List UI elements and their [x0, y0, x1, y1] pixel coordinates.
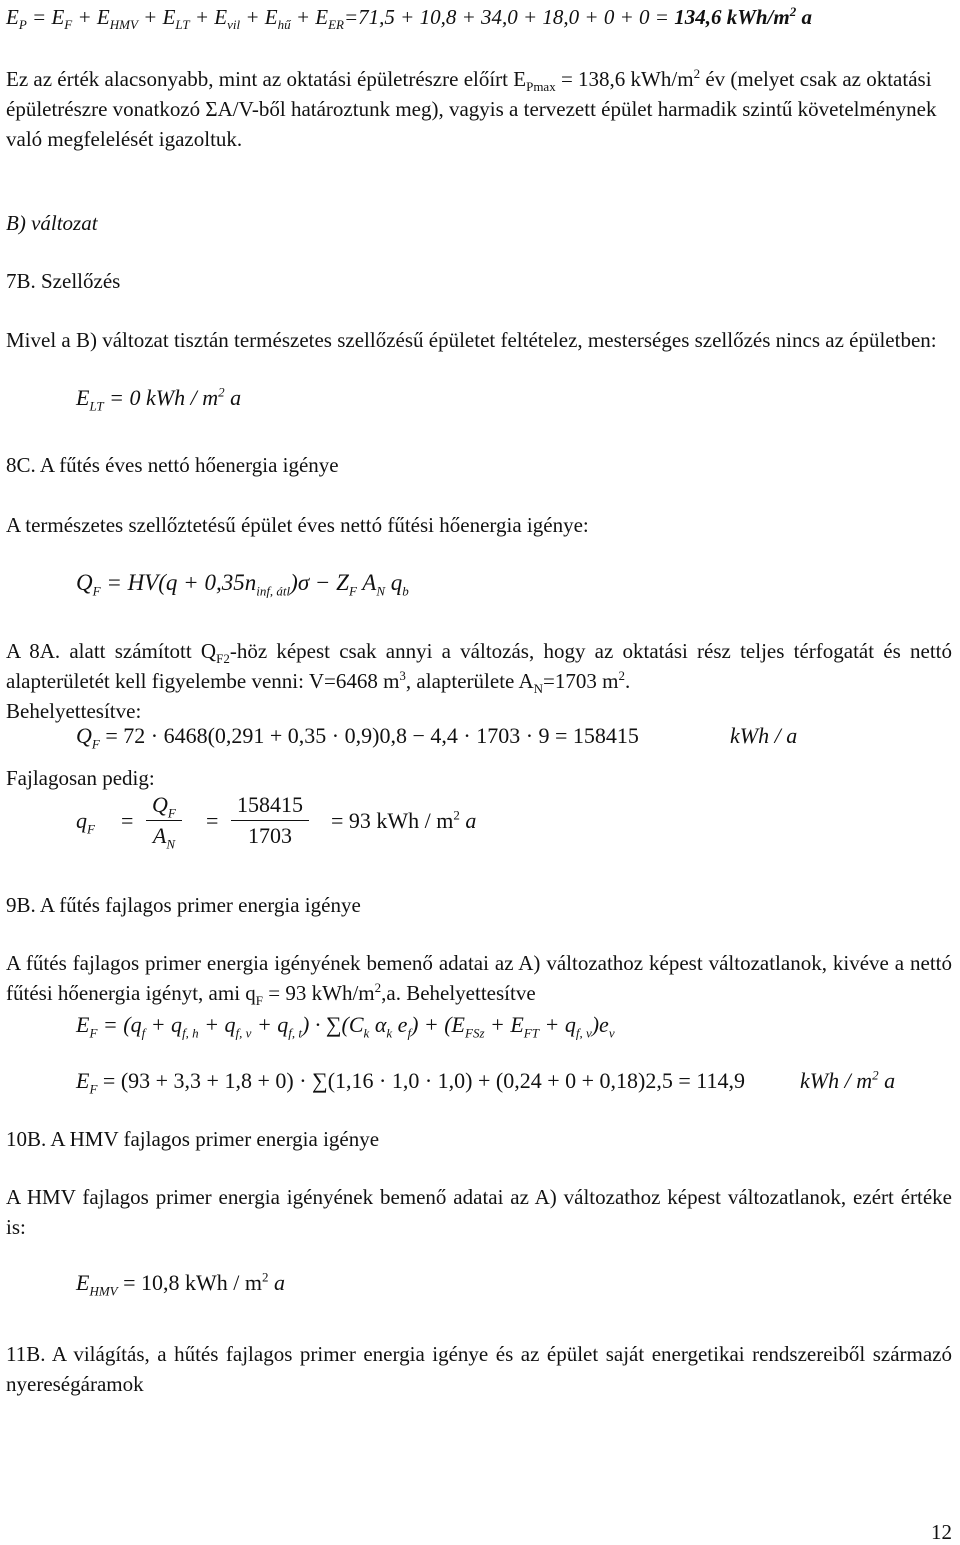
sub: N [166, 836, 175, 852]
denominator [146, 821, 182, 851]
eq-part: e [392, 1012, 408, 1037]
sub: N [376, 583, 385, 599]
sub: Pmax [526, 79, 556, 95]
text: -höz képest csak annyi a változás, hogy az oktatási rész teljes térfogatát és nettó alapterületét kell figyelembe venni: V=6468 m [6, 639, 952, 693]
ep-symbol: E [6, 5, 19, 29]
text: A fűtés fajlagos primer energia igényének bemenő adatai az A) változathoz képest változatlanok, kivéve a nettó fűtési hőenergia igényt, ami q [6, 951, 952, 1005]
text: Ez az érték alacsonyabb, mint az oktatási épületrészre előírt E [6, 67, 527, 91]
sub: inf, átl [256, 583, 291, 599]
eq-part: + q [145, 1012, 183, 1037]
heading-7b: 7B. Szellőzés [6, 269, 121, 293]
numerator [146, 790, 182, 821]
paragraph-7b: Mivel a B) változat tisztán természetes szellőzésű épületet feltételez, mesterséges szellőzés nincs az épületben: [6, 328, 937, 352]
q-symbol: q [76, 808, 87, 833]
sub: f, v [575, 1025, 592, 1041]
sub: b [402, 583, 409, 599]
sub: HMV [89, 1283, 118, 1299]
text: = 138,6 kWh/m [555, 67, 694, 91]
eq-sub: ER [328, 17, 344, 33]
eq-body: = 72 · 6468(0,291 + 0,35 · 0,9)0,8 − 4,4 · 1703 · 9 = 158415 [105, 723, 639, 748]
paragraph-compliance [6, 64, 952, 154]
sub: FT [523, 1025, 539, 1041]
sub: FSz [465, 1025, 485, 1041]
ep-sub: P [18, 17, 27, 33]
sup: 2 [453, 807, 460, 823]
eq-sub: hű [277, 17, 291, 33]
sub: F [89, 1081, 98, 1097]
sup: 2 [872, 1067, 879, 1083]
text: =1703 m [543, 669, 619, 693]
eq-part: )e [591, 1012, 609, 1037]
eq-result-sup: 2 [789, 4, 797, 19]
unit-text: kWh / m [800, 1068, 873, 1093]
heading-11b: 11B. A világítás, a hűtés fajlagos primer energia igénye és az épület saját energetikai rendszereiből származó nyereségáramok [6, 1342, 952, 1396]
text: , alapterülete A [405, 669, 534, 693]
paragraph-8c: A természetes szellőztetésű épület éves nettó fűtési hőenergia igénye: [6, 513, 589, 537]
sub: f, t [288, 1025, 303, 1041]
eq-part: A [356, 570, 377, 595]
sup: 2 [218, 384, 225, 400]
eq-values: =71,5 + 10,8 + 34,0 + 18,0 + 0 + 0 = [344, 5, 675, 29]
sub: LT [89, 398, 104, 414]
eq-part: + E [143, 5, 176, 29]
text: ,a. Behelyettesítve [381, 981, 536, 1005]
eq-part: + E [77, 5, 110, 29]
sub: f [141, 1025, 146, 1041]
sup: 3 [399, 668, 406, 683]
eq-part: + E [245, 5, 278, 29]
sub: F [167, 805, 176, 821]
substitution-label: Behelyettesítve: [6, 699, 142, 723]
e-symbol: E [76, 1012, 90, 1037]
heading-8c: 8C. A fűtés éves nettó hőenergia igénye [6, 453, 339, 477]
sub: N [533, 681, 544, 697]
numerator: 158415 [231, 790, 309, 821]
sub: f, v [235, 1025, 252, 1041]
equation-ef-symbolic [76, 1012, 615, 1041]
sub: F [87, 821, 95, 837]
eq-body: = (93 + 3,3 + 1,8 + 0) · ∑(1,16 · 1,0 · 1,0) + (0,24 + 0 + 0,18)2,5 = 114,9 [102, 1068, 745, 1093]
eq-part: ) + (E [411, 1012, 465, 1037]
sup: 2 [693, 66, 701, 81]
equation-ef-numeric [76, 1068, 745, 1097]
eq-part: + q [251, 1012, 289, 1037]
e-symbol: E [76, 1270, 90, 1295]
eq-part: + E [295, 5, 329, 29]
fraction-numeric [231, 790, 309, 851]
eq-part: α [369, 1012, 387, 1037]
q-symbol-group [76, 808, 95, 837]
eq-part: )σ − Z [290, 570, 349, 595]
equals-sign: = [206, 808, 219, 833]
eq-result-unit: a [796, 5, 812, 29]
result-group [331, 808, 476, 834]
eq-sub: HMV [109, 17, 138, 33]
e-symbol: E [76, 1068, 90, 1093]
den-text: A [152, 823, 167, 848]
eq-part: + E [484, 1012, 524, 1037]
unit: a [878, 1068, 896, 1093]
eq-part: (q + 0,35n [158, 570, 257, 595]
sub: f [407, 1025, 412, 1041]
num-text: Q [152, 792, 168, 817]
equation-ehmv [76, 1269, 286, 1299]
eq-result: 134,6 kWh/m [674, 5, 790, 29]
eq-unit: a [224, 385, 242, 410]
heading-10b: 10B. A HMV fajlagos primer energia igénye [6, 1127, 380, 1151]
eq-sub: F [64, 17, 73, 33]
sub: v [608, 1025, 615, 1041]
equation-qf-numeric [76, 723, 639, 752]
equation-elt [76, 384, 242, 414]
equals-sign: = [121, 808, 134, 833]
e-symbol: E [76, 385, 90, 410]
eq-part: q [385, 570, 403, 595]
equation-qf-unit: kWh / a [730, 723, 798, 748]
text: A 8A. alatt számított Q [6, 639, 217, 663]
sup: 2 [618, 668, 625, 683]
text: . [624, 669, 631, 693]
result-text: = 93 kWh / m [331, 808, 454, 833]
eq-sub: LT [175, 17, 190, 33]
unit: a [459, 808, 477, 833]
text: = 93 kWh/m [263, 981, 375, 1005]
eq-part: = (q [102, 1012, 142, 1037]
heading-9b: 9B. A fűtés fajlagos primer energia igénye [6, 893, 361, 917]
sub: F [348, 583, 357, 599]
eq-part: + q [198, 1012, 236, 1037]
sub: F2 [216, 651, 230, 667]
specific-label: Fajlagosan pedig: [6, 766, 155, 790]
eq-part: = HV [106, 570, 159, 595]
sub: f, h [182, 1025, 199, 1041]
eq-part: ) · ∑(C [302, 1012, 364, 1037]
equation-qf [76, 570, 409, 599]
page-number: 12 [931, 1520, 952, 1544]
equation-ef-unit [800, 1068, 895, 1094]
paragraph-10b: A HMV fajlagos primer energia igényének bemenő adatai az A) változathoz képest változatlanok, ezért értéke is: [6, 1185, 952, 1239]
q-symbol: Q [76, 570, 93, 595]
variant-b-label: B) változat [6, 211, 98, 235]
q-symbol: Q [76, 723, 92, 748]
sub: k [363, 1025, 370, 1041]
paragraph-9b [6, 948, 952, 1008]
eq-rest: = 0 kWh / m [109, 385, 219, 410]
eq-part: + E [194, 5, 228, 29]
eq-sub: vil [227, 17, 241, 33]
fraction-symbolic [146, 790, 182, 851]
sub: k [386, 1025, 393, 1041]
sup: 2 [262, 1269, 269, 1285]
eq-part: = E [32, 5, 65, 29]
eq-part: + q [538, 1012, 576, 1037]
denominator: 1703 [248, 823, 292, 848]
eq-rest: = 10,8 kWh / m [123, 1270, 263, 1295]
total-energy-equation [6, 2, 952, 32]
paragraph-8a [6, 636, 952, 696]
text: év (melyet csak az oktatási épületrészre vonatkozó ΣA/V-ből határoztunk meg), vagyis a tervezett épület harmadik szintű követelménynek való megfelelését igazoltuk. [6, 67, 937, 151]
sub: F [255, 993, 264, 1009]
sub: F [89, 1025, 98, 1041]
unit: a [268, 1270, 286, 1295]
sub: F [91, 736, 100, 752]
sub: F [92, 583, 101, 599]
sup: 2 [374, 980, 382, 995]
